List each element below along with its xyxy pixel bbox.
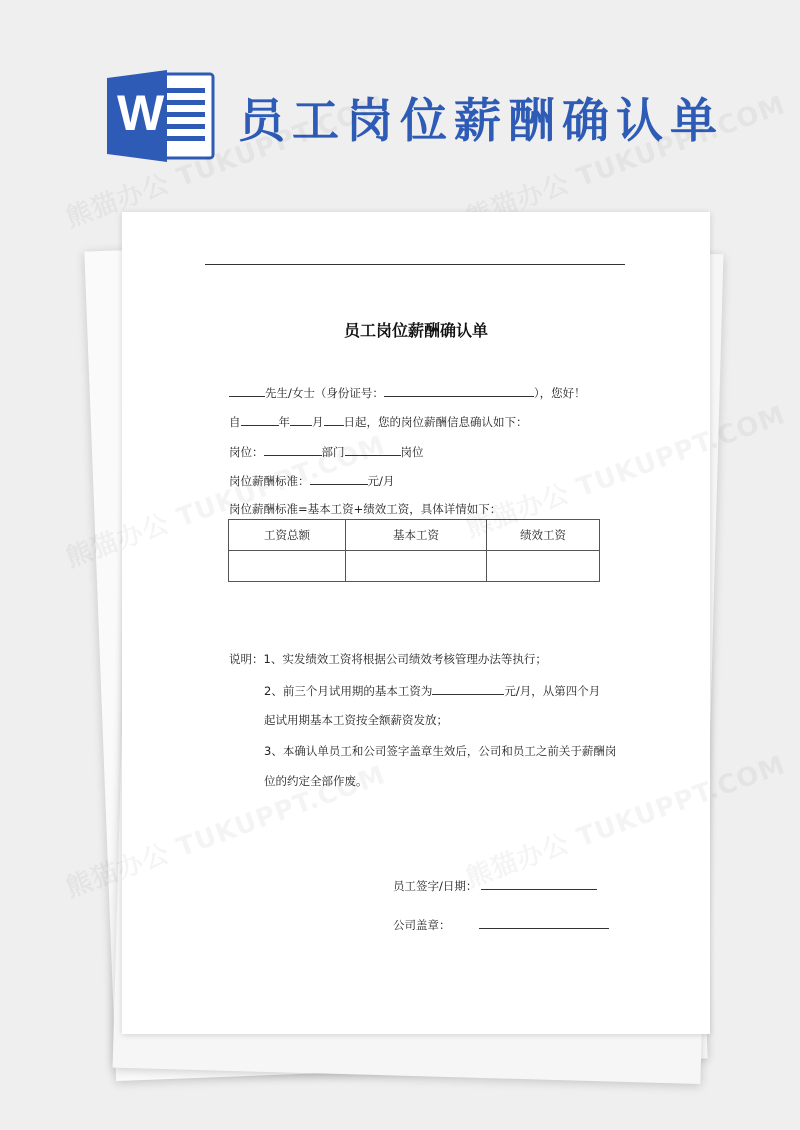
header-base-salary: 基本工资 [346,520,487,551]
banner [0,0,800,200]
month-blank[interactable] [290,413,312,426]
salary-table [228,519,600,582]
company-seal-line: 公司盖章： [393,916,609,933]
base-salary-cell[interactable] [346,551,487,582]
standard-line: 岗位薪酬标准： 元/月 [229,474,395,488]
formula-line: 岗位薪酬标准=基本工资+绩效工资，具体详情如下： [229,502,502,516]
header-performance-salary: 绩效工资 [487,520,600,551]
document-page [122,212,710,1034]
employee-signature-blank[interactable] [481,877,597,890]
probation-salary-blank[interactable] [432,682,504,695]
note-3: 3、本确认单员工和公司签字盖章生效后，公司和员工之前关于薪酬岗 [264,744,617,758]
day-blank[interactable] [324,413,344,426]
greeting-line: 先生/女士（身份证号： ），您好！ [229,384,586,401]
document-title: 员工岗位薪酬确认单 [343,321,488,340]
note-2: 2、前三个月试用期的基本工资为 元/月，从第四个月 [264,684,601,698]
position-line: 岗位： 部门 岗位 [229,445,424,459]
note-3-cont: 位的约定全部作废。 [264,774,368,788]
post-blank[interactable] [345,443,401,456]
banner-title: 员工岗位薪酬确认单 [238,94,724,149]
name-blank[interactable] [229,384,265,397]
table-header-row [229,520,600,551]
note-2-cont: 起试用期基本工资按全额薪资发放； [264,713,448,727]
date-line: 自 年 月 日起，您的岗位薪酬信息确认如下： [229,415,528,429]
total-salary-cell[interactable] [229,551,346,582]
logo-letter: W [117,85,165,141]
table-row [229,551,600,582]
employee-signature-line: 员工签字/日期： [393,877,597,894]
company-seal-blank[interactable] [479,916,609,929]
id-number-blank[interactable] [384,384,534,397]
standard-amount-blank[interactable] [310,472,368,485]
department-blank[interactable] [264,443,322,456]
header-total-salary: 工资总额 [229,520,346,551]
year-blank[interactable] [241,413,279,426]
word-logo-icon [107,70,215,162]
note-1: 说明：1、实发绩效工资将根据公司绩效考核管理办法等执行； [229,652,547,666]
performance-salary-cell[interactable] [487,551,600,582]
header-rule [205,264,625,265]
